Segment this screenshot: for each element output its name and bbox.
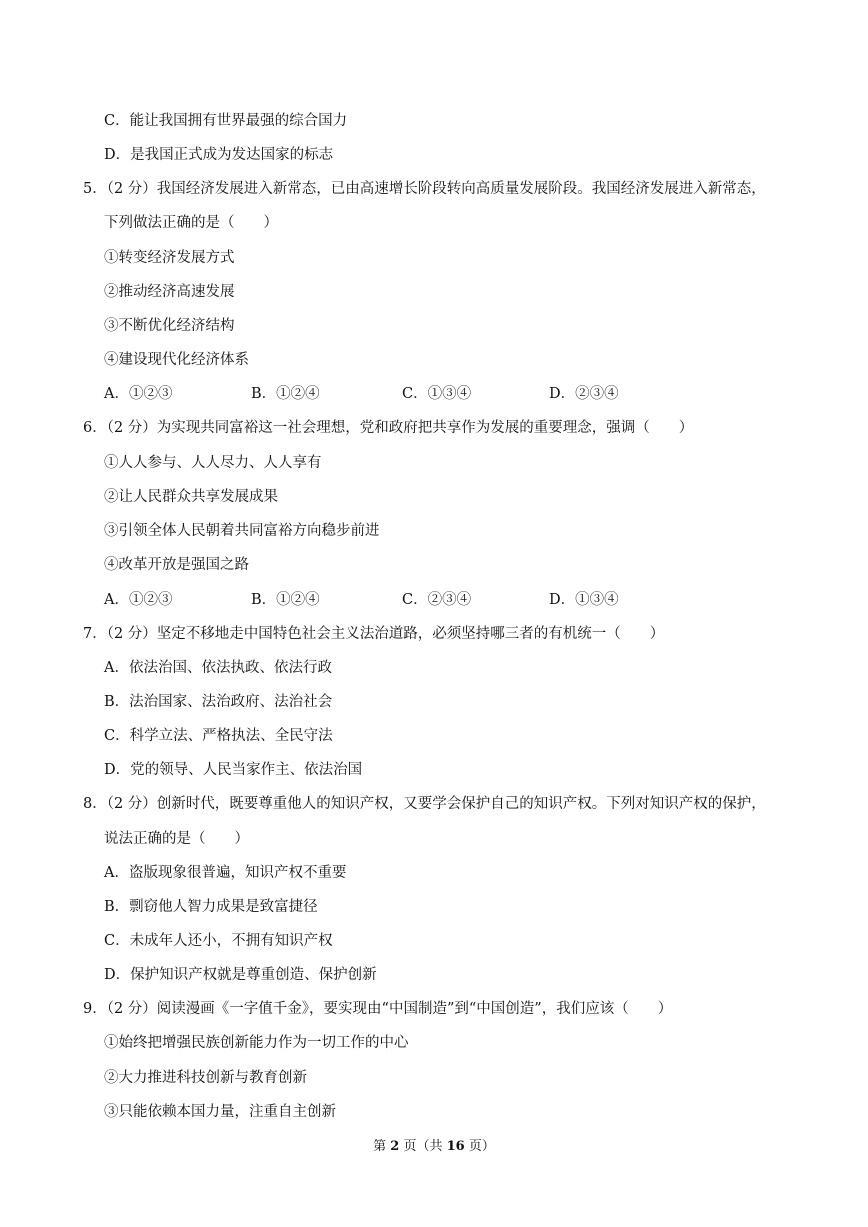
q6-options bbox=[104, 589, 804, 611]
q8-stem-line-2: 说法正确的是（ ） bbox=[104, 831, 249, 847]
q6-option-d: D．①③④ bbox=[549, 592, 619, 608]
q8-option-d: D．保护知识产权就是尊重创造、保护创新 bbox=[104, 967, 377, 983]
q6-option-b: B．①②④ bbox=[251, 592, 320, 608]
q4-option-d: D．是我国正式成为发达国家的标志 bbox=[104, 147, 334, 163]
q8-option-c: C．未成年人还小，不拥有知识产权 bbox=[104, 933, 333, 949]
q8-option-b: B．剽窃他人智力成果是致富捷径 bbox=[104, 899, 318, 915]
footer-total-pages: 16 bbox=[446, 1139, 465, 1154]
q5-options bbox=[104, 383, 804, 405]
q5-stem-line-2: 下列做法正确的是（ ） bbox=[104, 215, 278, 231]
q5-statement-2: ②推动经济高速发展 bbox=[104, 284, 235, 300]
q8-option-a: A．盗版现象很普遍，知识产权不重要 bbox=[104, 865, 347, 881]
q6-statement-4: ④改革开放是强国之路 bbox=[104, 557, 249, 573]
q7-option-d: D．党的领导、人民当家作主、依法治国 bbox=[104, 762, 363, 778]
q8-stem-line-1: 8．（2 分）创新时代，既要尊重他人的知识产权，又要学会保护自己的知识产权。下列对知识产权的保护， bbox=[83, 796, 766, 812]
footer-page-number: 2 bbox=[390, 1139, 400, 1154]
q7-option-b: B．法治国家、法治政府、法治社会 bbox=[104, 694, 333, 710]
q7-option-c: C．科学立法、严格执法、全民守法 bbox=[104, 728, 333, 744]
q7-stem: 7．（2 分）坚定不移地走中国特色社会主义法治道路，必须坚持哪三者的有机统一（ ） bbox=[83, 626, 665, 642]
q5-statement-4: ④建设现代化经济体系 bbox=[104, 352, 249, 368]
q4-option-c: C．能让我国拥有世界最强的综合国力 bbox=[104, 113, 348, 129]
q7-option-a: A．依法治国、依法执政、依法行政 bbox=[104, 660, 332, 676]
q5-option-d: D．②③④ bbox=[549, 386, 619, 402]
q6-stem: 6．（2 分）为实现共同富裕这一社会理想，党和政府把共享作为发展的重要理念，强调（ ） bbox=[83, 420, 694, 436]
q6-option-c: C．②③④ bbox=[402, 592, 472, 608]
page-footer bbox=[0, 1137, 868, 1157]
footer-prefix: 第 bbox=[373, 1139, 391, 1154]
q5-stem-line-1: 5．（2 分）我国经济发展进入新常态，已由高速增长阶段转向高质量发展阶段。我国经济发展进入新常态， bbox=[83, 181, 766, 197]
q6-statement-2: ②让人民群众共享发展成果 bbox=[104, 489, 278, 505]
q9-statement-2: ②大力推进科技创新与教育创新 bbox=[104, 1070, 307, 1086]
q5-statement-3: ③不断优化经济结构 bbox=[104, 318, 235, 334]
footer-middle: 页（共 bbox=[399, 1139, 447, 1154]
q9-statement-1: ①始终把增强民族创新能力作为一切工作的中心 bbox=[104, 1035, 409, 1051]
q9-statement-3: ③只能依赖本国力量，注重自主创新 bbox=[104, 1104, 336, 1120]
q5-option-b: B．①②④ bbox=[251, 386, 320, 402]
q6-statement-3: ③引领全体人民朝着共同富裕方向稳步前进 bbox=[104, 523, 380, 539]
q9-stem: 9．（2 分）阅读漫画《一字值千金》，要实现由“中国制造”到“中国创造”，我们应该（ ） bbox=[83, 1001, 673, 1017]
q5-option-a: A．①②③ bbox=[104, 386, 173, 402]
q5-option-c: C．①③④ bbox=[402, 386, 472, 402]
q6-option-a: A．①②③ bbox=[104, 592, 173, 608]
q6-statement-1: ①人人参与、人人尽力、人人享有 bbox=[104, 455, 322, 471]
footer-suffix: 页） bbox=[464, 1139, 495, 1154]
q5-statement-1: ①转变经济发展方式 bbox=[104, 250, 235, 266]
